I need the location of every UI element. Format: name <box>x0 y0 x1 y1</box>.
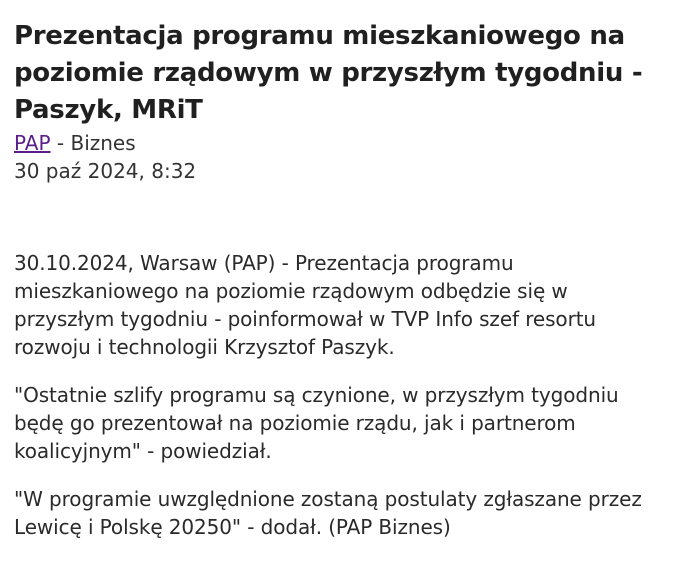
article-headline: Prezentacja programu mieszkaniowego na poziomie rządowym w przyszłym tygodniu - Paszyk, MRiT <box>14 21 643 125</box>
article-section: Biznes <box>70 131 136 155</box>
article-date: 30 paź 2024, 8:32 <box>14 159 197 183</box>
article-source-line <box>14 129 660 157</box>
source-link[interactable]: PAP <box>14 131 51 155</box>
article-body <box>14 249 660 541</box>
source-separator: - <box>50 131 71 155</box>
article-paragraph-lead: 30.10.2024, Warsaw (PAP) - Prezentacja programu mieszkaniowego na poziomie rządowym odbędzie się w przyszłym tygodniu - poinformował w TVP Info szef resortu rozwoju i technologii Krzysztof Paszyk. <box>14 251 597 359</box>
article-paragraph-quote: "Ostatnie szlify programu są czynione, w przyszłym tygodniu będę go prezentował na poziomie rządu, jak i partnerom koalicyjnym" - powiedział. <box>14 383 619 463</box>
article-paragraph-closing: "W programie uwzględnione zostaną postulaty zgłaszane przez Lewicę i Polskę 20250" - dodał. (PAP Biznes) <box>14 487 642 539</box>
